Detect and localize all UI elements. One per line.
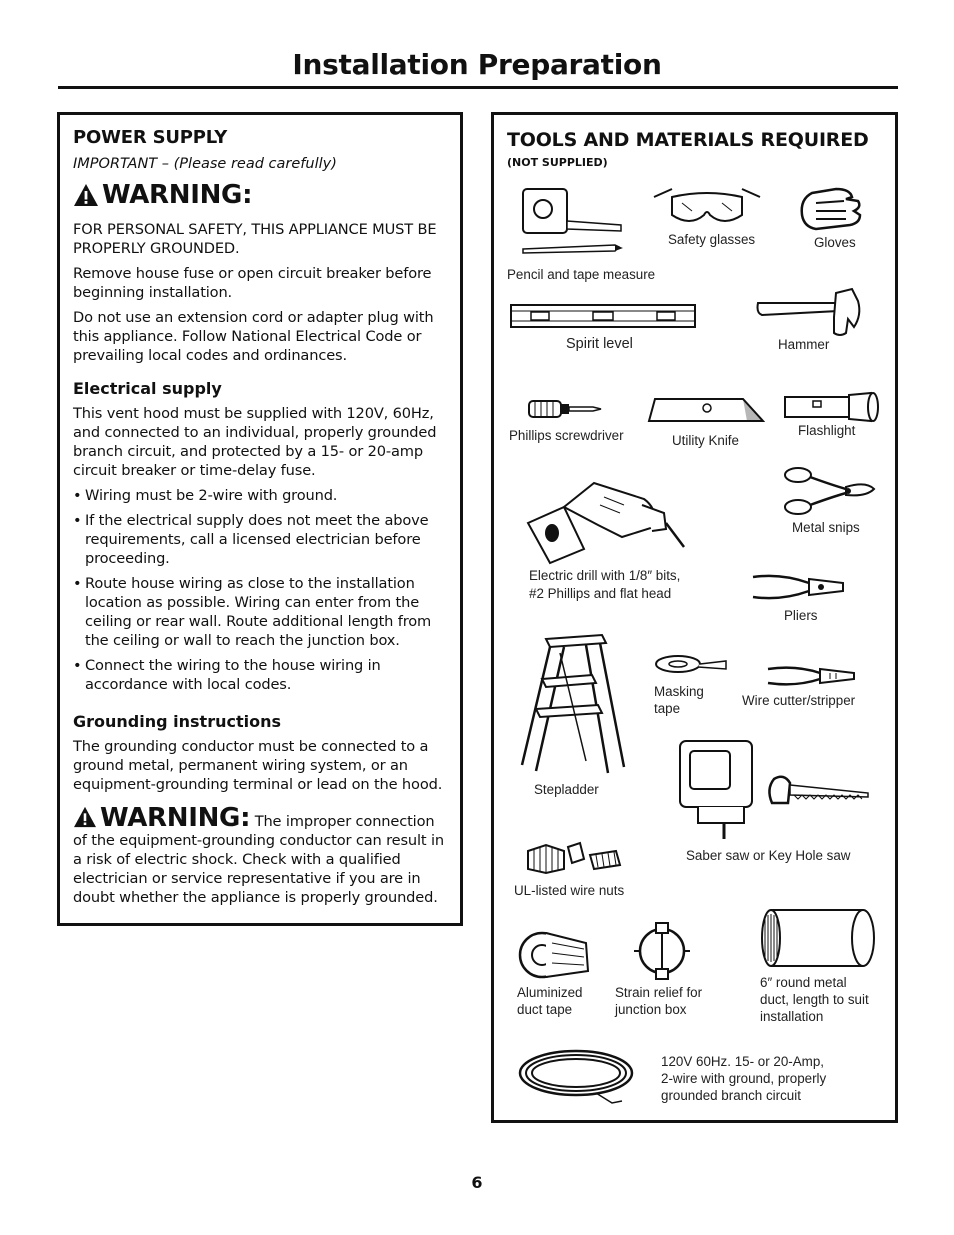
phillips-label: Phillips screwdriver — [509, 428, 624, 443]
strain-relief-label-line-2: junction box — [615, 1002, 687, 1017]
power-supply-box — [57, 112, 463, 926]
round-duct-icon — [759, 907, 877, 969]
key-hole-saw-icon — [764, 773, 872, 809]
saber-saw-icon — [676, 737, 756, 843]
wire-nuts-icon — [524, 839, 626, 875]
wire-nuts-label: UL-listed wire nuts — [514, 883, 625, 898]
warning-label: WARNING: — [102, 180, 253, 210]
tools-title: TOOLS AND MATERIALS REQUIRED — [507, 129, 869, 151]
spirit-level-icon — [509, 301, 697, 331]
safety-paragraph: FOR PERSONAL SAFETY, THIS APPLIANCE MUST BE PROPERLY GROUNDED. — [73, 221, 437, 257]
pliers-icon — [751, 571, 847, 603]
drill-label-line-1: Electric drill with 1/8″ bits, — [529, 568, 681, 583]
phillips-screwdriver-icon — [527, 397, 603, 421]
saber-saw-label: Saber saw or Key Hole saw — [686, 848, 851, 863]
round-duct-label-line-2: duct, length to suit — [760, 992, 869, 1007]
warning-heading — [73, 180, 446, 210]
duct-tape-icon — [516, 929, 592, 981]
pliers-label: Pliers — [784, 608, 818, 623]
masking-tape-label-line-1: Masking — [654, 684, 704, 699]
safety-glasses-icon — [652, 185, 762, 230]
round-duct-label-line-3: installation — [760, 1009, 824, 1024]
cable-label-line-1: 120V 60Hz. 15- or 20-Amp, — [661, 1054, 825, 1069]
grounding-warning-text: The improper connection of the equipment-grounding conductor can result in a risk of electric shock. Check with a qualified electrician or service representative if you are in doubt whether the appliance is properly grounded. — [73, 813, 444, 906]
duct-tape-label-line-2: duct tape — [517, 1002, 573, 1017]
cable-label-line-3: grounded branch circuit — [661, 1088, 801, 1103]
grounding-text: The grounding conductor must be connected to a ground metal, permanent wiring system, or an equipment-grounding terminal or lead on the hood. — [73, 738, 443, 793]
stepladder-icon — [516, 633, 628, 779]
stepladder-label: Stepladder — [534, 782, 599, 797]
pencil-tape-label: Pencil and tape measure — [507, 267, 656, 282]
utility-knife-label: Utility Knife — [672, 433, 739, 448]
bullet-item: • If the electrical supply does not meet the above requirements, call a licensed electrician before proceeding. — [73, 512, 429, 567]
tape-measure-icon — [519, 185, 624, 265]
spirit-level-label: Spirit level — [566, 336, 633, 352]
masking-tape-icon — [654, 653, 728, 675]
strain-relief-icon — [632, 919, 692, 981]
gloves-icon — [796, 185, 866, 233]
hammer-icon — [754, 287, 864, 339]
masking-tape-label-line-2: tape — [654, 701, 681, 716]
flashlight-label: Flashlight — [798, 423, 856, 438]
round-duct-label-line-1: 6″ round metal — [760, 975, 847, 990]
electric-drill-icon — [524, 477, 694, 565]
metal-snips-icon — [782, 465, 878, 517]
wire-cutter-icon — [766, 663, 858, 689]
page-title: Installation Preparation — [292, 48, 662, 81]
strain-relief-label-line-1: Strain relief for — [615, 985, 703, 1000]
bullet-item: • Connect the wiring to the house wiring in accordance with local codes. — [73, 657, 381, 693]
warning-label: WARNING: — [100, 803, 251, 833]
electrical-supply-heading: Electrical supply — [73, 379, 222, 398]
bullet-item: • Route house wiring as close to the installation location as possible. Wiring can enter from the ceiling or rear wall. Route additional length from the ceiling or wall to reach the junction box. — [73, 575, 432, 649]
wire-cutter-label: Wire cutter/stripper — [742, 693, 856, 708]
extension-cord-paragraph: Do not use an extension cord or adapter plug with this appliance. Follow National Electrical Code or prevailing local codes and ordinances. — [73, 309, 434, 364]
grounding-heading: Grounding instructions — [73, 712, 281, 731]
tools-box — [491, 112, 898, 1123]
metal-snips-label: Metal snips — [792, 520, 860, 535]
warning-icon — [73, 183, 99, 207]
cable-coil-icon — [516, 1045, 642, 1107]
title-divider — [58, 86, 898, 89]
fuse-paragraph: Remove house fuse or open circuit breaker before beginning installation. — [73, 265, 432, 301]
hammer-label: Hammer — [778, 337, 830, 352]
gloves-label: Gloves — [814, 235, 856, 250]
drill-label-line-2: #2 Phillips and flat head — [529, 586, 672, 601]
safety-glasses-label: Safety glasses — [668, 232, 756, 247]
bullet-item: • Wiring must be 2-wire with ground. — [73, 487, 338, 504]
not-supplied-note: (NOT SUPPLIED) — [507, 156, 608, 169]
important-note: IMPORTANT – (Please read carefully) — [73, 156, 337, 172]
cable-label-line-2: 2-wire with ground, properly — [661, 1071, 827, 1086]
warning-icon — [73, 806, 97, 828]
page-number: 6 — [471, 1173, 483, 1192]
duct-tape-label-line-1: Aluminized — [517, 985, 583, 1000]
electrical-supply-text: This vent hood must be supplied with 120V, 60Hz, and connected to an individual, properly grounded branch circuit, and protected by a 15- or 20-amp circuit breaker or time-delay fuse. — [73, 405, 437, 479]
flashlight-icon — [783, 391, 881, 423]
utility-knife-icon — [647, 395, 765, 427]
power-supply-title: POWER SUPPLY — [73, 127, 228, 148]
grounding-warning — [73, 803, 446, 907]
